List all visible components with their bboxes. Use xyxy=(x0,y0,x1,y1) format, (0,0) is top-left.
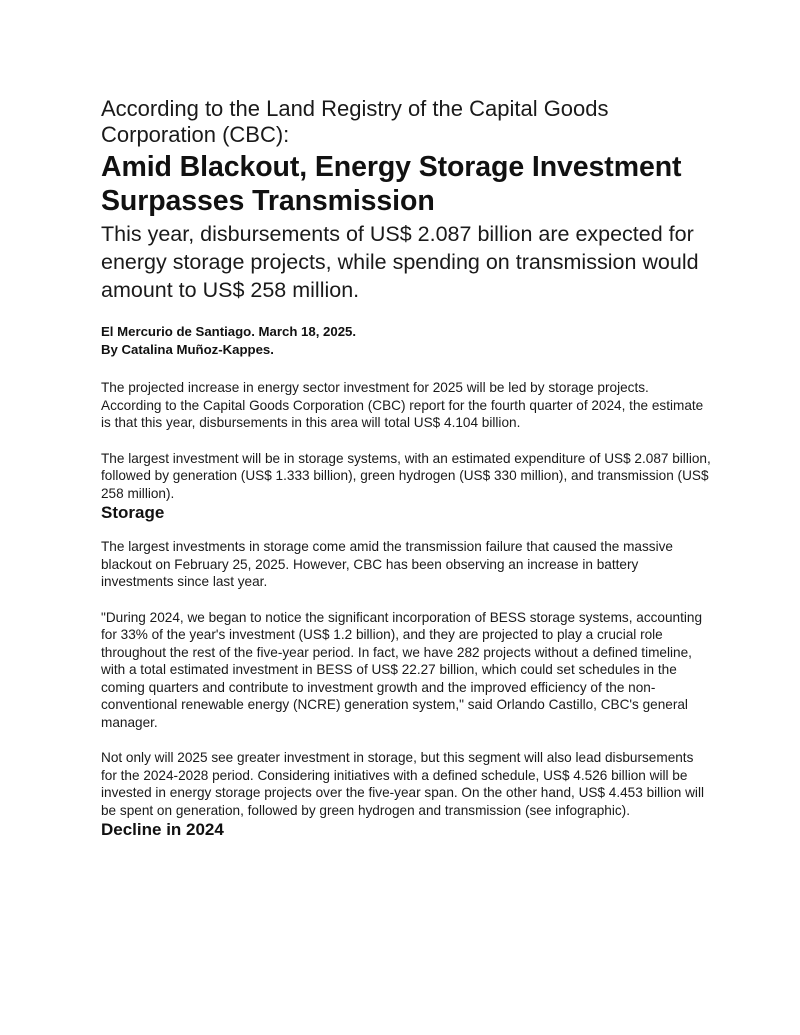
byline xyxy=(101,323,711,359)
storage-paragraph: The largest investments in storage come amid the transmission failure that caused the massive blackout on February 25, 2025. However, CBC has been observing an increase in battery investments since last year. xyxy=(101,539,673,589)
source-line: El Mercurio de Santiago. March 18, 2025. xyxy=(101,324,357,339)
storage-paragraph: Not only will 2025 see greater investment in storage, but this segment will also lead disbursements for the 2024-2028 period. Considering initiatives with a defined schedule, US$ 4.526 billion will be invested in energy storage projects over the five-year span. On the other hand, US$ 4.453 billion will be spent on generation, followed by green hydrogen and transmission (see infographic). xyxy=(101,750,704,818)
article-subtitle: This year, disbursements of US$ 2.087 billion are expected for energy storage projects, while spending on transmission would amount to US$ 258 million. xyxy=(101,222,699,302)
author-line: By Catalina Muñoz-Kappes. xyxy=(101,342,274,357)
article xyxy=(101,96,711,841)
article-kicker: According to the Land Registry of the Capital Goods Corporation (CBC): xyxy=(101,96,609,147)
section-heading-decline: Decline in 2024 xyxy=(101,820,224,839)
intro-paragraph: The projected increase in energy sector investment for 2025 will be led by storage projects. According to the Capital Goods Corporation (CBC) report for the fourth quarter of 2024, the estimate is that this year, disbursements in this area will total US$ 4.104 billion. xyxy=(101,380,704,430)
intro-paragraph: The largest investment will be in storage systems, with an estimated expenditure of US$ 2.087 billion, followed by generation (US$ 1.333 billion), green hydrogen (US$ 330 million), and transmission (US$ 258 million). xyxy=(101,450,711,501)
section-heading-storage: Storage xyxy=(101,503,165,522)
article-headline: Amid Blackout, Energy Storage Investment Surpasses Transmission xyxy=(101,151,682,217)
storage-paragraph: "During 2024, we began to notice the significant incorporation of BESS storage systems, accounting for 33% of the year's investment (US$ 1.2 billion), and they are projected to play a crucial role throughout the rest of the five-year period. In fact, we have 282 projects without a defined timeline, with a total estimated investment in BESS of US$ 22.27 billion, which could set schedules in the coming quarters and contribute to investment growth and the improved efficiency of the non-conventional renewable energy (NCRE) generation system," said Orlando Castillo, CBC's general manager. xyxy=(101,609,703,730)
